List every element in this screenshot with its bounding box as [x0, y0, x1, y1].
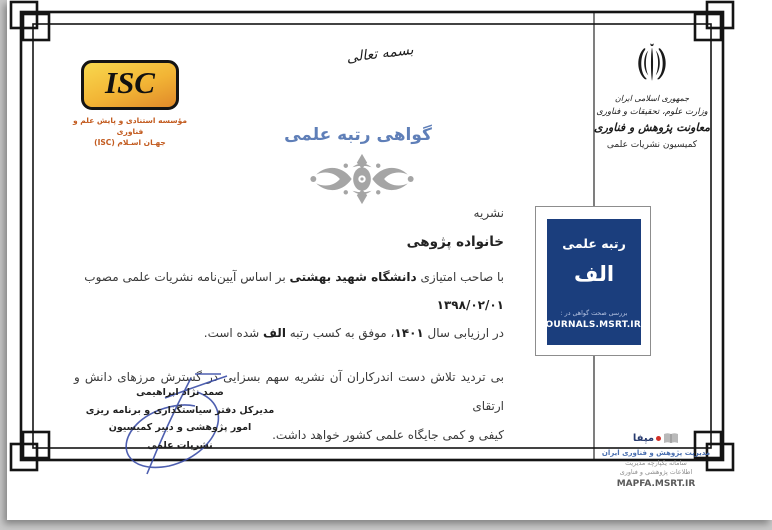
iran-emblem-icon: [629, 36, 675, 88]
gov-commission-line: کمیسیون نشریات علمی: [606, 140, 698, 150]
mapfa-line-2: سامانه یکپارچه مدیریت: [625, 459, 687, 467]
isc-logo-block: [65, 60, 195, 148]
rank-box: [541, 219, 641, 345]
rank-verify-label: بررسی صحت گواهی در :: [560, 310, 628, 317]
signatory-title-1: مدیرکل دفتر سیاستگذاری و برنامه ریزی: [85, 404, 275, 416]
journal-label: نشریه: [473, 206, 504, 220]
rank-box-outline: [535, 206, 651, 356]
ministry-header-block: [577, 36, 727, 150]
mapfa-logo-text: مپفا: [632, 433, 655, 444]
gov-deputy-line: معاونت پژوهش و فناوری: [594, 121, 710, 134]
signatory-title-2: امور پژوهشی و دبیر کمیسیون: [108, 422, 252, 433]
rank-verify-url: JOURNALS.MSRT.IR: [541, 320, 641, 330]
mapfa-line-1: مدیریت پژوهش و فناوری ایران: [601, 449, 711, 457]
mapfa-red-dot: [656, 436, 661, 441]
isc-subtitle-line2: جهـان اسـلام (ISC): [94, 138, 166, 147]
mapfa-url: MAPFA.MSRT.IR: [616, 479, 696, 489]
certificate-page: [7, 0, 772, 520]
grade-inline: الف: [263, 326, 286, 340]
mapfa-line-3: اطلاعات پژوهشی و فناوری: [619, 468, 693, 476]
corner-knot-top-right: [695, 2, 733, 40]
corner-knot-bottom-left: [11, 432, 49, 470]
rank-heading: رتبه علمی: [562, 236, 626, 251]
body-paragraph-2: بی تردید تلاش دست اندرکاران آن نشریه سهم بسزایی در گسترش مرزهای دانش و ارتقای کیفی و کمی جایگاه علمی کشور خواهد داشت.: [74, 370, 504, 442]
mapfa-logo: [597, 430, 715, 447]
journal-name: خانواده پژوهی: [406, 234, 504, 250]
evaluation-year: ۱۴۰۱: [394, 326, 424, 340]
gov-ministry-line: وزارت علوم، تحقیقات و فناوری: [596, 107, 708, 117]
besmele-calligraphy: بسمه تعالی: [345, 41, 415, 67]
corner-knot-top-left: [11, 2, 49, 40]
body-line-2: در ارزیابی سال ۱۴۰۱، موفق به کسب رتبه الف شده است.: [203, 326, 504, 340]
rank-grade: الف: [573, 262, 615, 286]
ornament-motif: [303, 148, 421, 210]
isc-logo: ISC: [81, 60, 179, 110]
isc-subtitle-line1: مؤسسه استنادی و پایش علم و فناوری: [72, 116, 187, 136]
body-line-1: با صاحب امتیازی دانشگاه شهید بهشتی بر اساس آیین‌نامه نشریات علمی مصوب ۱۳۹۸/۰۲/۰۱: [84, 270, 504, 312]
gov-country-line: جمهوری اسلامی ایران: [614, 94, 690, 103]
regulation-date: ۱۳۹۸/۰۲/۰۱: [436, 298, 504, 312]
certificate-title: گواهی رتبه علمی: [284, 125, 432, 145]
signatory-name: صمد نژاد ابراهیمی: [136, 387, 224, 398]
book-icon: [663, 432, 679, 445]
signatory-title-3: نشریات علمی: [147, 439, 213, 451]
journal-owner: دانشگاه شهید بهشتی: [289, 270, 417, 284]
mapfa-block: [597, 430, 715, 489]
signature-block: [85, 384, 275, 454]
